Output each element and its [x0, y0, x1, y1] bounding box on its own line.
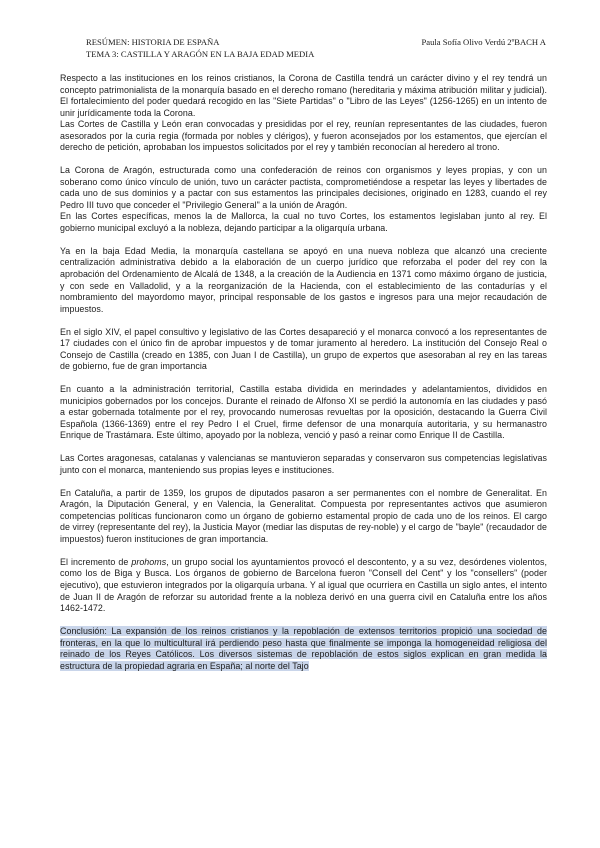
- paragraph-cortes-especificas: En las Cortes específicas, menos la de Mallorca, la cual no tuvo Cortes, los estamentos legislaban junto al rey. El gobierno municipal excluyó a la nobleza, dejando participar a la oligarquía urbana.: [60, 211, 547, 233]
- paragraph-siglo-xiv: En el siglo XIV, el papel consultivo y legislativo de las Cortes desapareció y el monarca convocó a los representantes de 17 ciudades con el único fin de aprobar impuestos y de tomar juramento al heredero. La institución del Consejo Real o Consejo de Castilla (creado en 1385, con Juan I de Castilla), un grupo de expertos que asesoraban al rey en las tareas de gobierno, fue de gran importancia: [60, 326, 547, 372]
- prohoms-after: , un grupo social los ayuntamientos provocó el descontento, y a su vez, desórdenes violentos, como los de Biga y Busca. Los órganos de gobierno de Barcelona fueron "Consell del Cent" y los "consellers" (poder ejecutivo), que estuvieron integrados por la oligarquía urbana. Y al igual que ocurriera en Castilla un siglo antes, el intento de Juan II de Aragón de reforzar su autoridad frente a la nobleza derivó en una guerra civil en Cataluña entre los años 1462-1472.: [60, 556, 547, 614]
- prohoms-term: prohoms: [131, 556, 167, 567]
- paragraph-cataluna: En Cataluña, a partir de 1359, los grupos de diputados pasaron a ser permanentes con el nombre de Generalitat. En Aragón, la Diputación General, y en Valencia, la Generalitat. Compuesta por representantes activos que asumieron competencias políticas funcionaron como un órgano de gobierno estamental propio de cada uno de los reinos. El cargo de virrey (representante del rey), la Justicia Mayor (mediar las disputas de rey-noble) y el cargo de "bayle" (recaudador de impuestos) fueron instituciones de gran importancia.: [60, 487, 547, 544]
- paragraph-cortes-castilla: Las Cortes de Castilla y León eran convocadas y presididas por el rey, reunían representantes de las ciudades, fueron asesorados por la curia regia (formada por nobles y clérigos), y fueron aconsejados por los estamentos, que ejercían el derecho de petición, aprobaban los impuestos solicitados por el rey y también reconocían al heredero al trono.: [60, 119, 547, 153]
- conclusion-text: La expansión de los reinos cristianos y la repoblación de extensos territorios propició una sociedad de fronteras, en la que lo multicultural irá perdiendo peso hasta que finalmente se imponga la homogeneidad religiosa del reinado de los Reyes Católicos. Los diversos sistemas de repoblación de estos siglos explican en gran medida la estructura de la propiedad agraria en España; al norte del Tajo: [60, 626, 547, 671]
- document-header: [86, 36, 546, 60]
- paragraph-castilla-institutions: Respecto a las instituciones en los reinos cristianos, la Corona de Castilla tendrá un carácter divino y el rey tendrá un concepto patrimonialista de la monarquía basado en el derecho romano (hereditaria y máxima atribución militar y judicial). El fortalecimiento del poder quedará recogido en las "Siete Partidas" o "Libro de las Leyes" (1256-1265) en un intento de unir jurídicamente toda la Corona.: [60, 73, 547, 118]
- header-title-line-2: TEMA 3: CASTILLA Y ARAGÓN EN LA BAJA EDAD MEDIA: [86, 49, 315, 59]
- document-body: [60, 73, 547, 672]
- paragraph-cortes-aragonesas: Las Cortes aragonesas, catalanas y valencianas se mantuvieron separadas y conservaron sus competencias legislativas junto con el monarca, manteniendo sus propias leyes e instituciones.: [60, 453, 547, 475]
- paragraph-conclusion: [60, 626, 547, 672]
- prohoms-before: El incremento de: [60, 556, 132, 567]
- paragraph-corona-aragon: La Corona de Aragón, estructurada como una confederación de reinos con organismos y leyes propias, y con un soberano como único vínculo de unión, tuvo un carácter pactista, comprometiéndose a respetar las leyes y libertades de cada uno de sus dominios y a pactar con sus estamentos las principales decisiones, originado en 1283, cuando el rey Pedro III tuvo que conceder el "Privilegio General" a la unión de Aragón.: [60, 165, 547, 210]
- paragraph-prohoms: [60, 557, 547, 615]
- header-title-line-1: RESÚMEN: HISTORIA DE ESPAÑA: [86, 37, 220, 47]
- paragraph-administracion-territorial: En cuanto a la administración territorial, Castilla estaba dividida en merindades y adelantamientos, divididos en municipios gobernados por los concejos. Durante el reinado de Alfonso XI se perdió la autonomía en las ciudades y pasó a estar gobernada totalmente por el rey, provocando numerosas revueltas por la oposición, destacando la Guerra Civil Española (1366-1369) entre el rey Pedro I el Cruel, firme defensor de una monarquía autoritaria, y su hermanastro Enrique de Trastámara. Este último, apoyado por la nobleza, venció y pasó a reinar como Enrique II de Castilla.: [60, 384, 547, 441]
- paragraph-baja-edad-media: Ya en la baja Edad Media, la monarquía castellana se apoyó en una nueva nobleza que alcanzó una creciente centralización administrativa debido a la elaboración de un cuerpo jurídico que reforzaba el poder del rey con la aprobación del Ordenamiento de Alcalá de 1348, a la creación de la Audiencia en 1371 como máximo órgano de justicia, y con sede en Valladolid, y a la reorganización de la Hacienda, con el establecimiento de las contadurías y el nombramiento del mayordomo mayor, principal responsable de los gastos e ingresos para una mejor recaudación de impuestos.: [60, 245, 547, 314]
- header-author: Paula Sofía Olivo Verdú 2ºBACH A: [421, 37, 546, 47]
- conclusion-label: Conclusión:: [60, 626, 107, 636]
